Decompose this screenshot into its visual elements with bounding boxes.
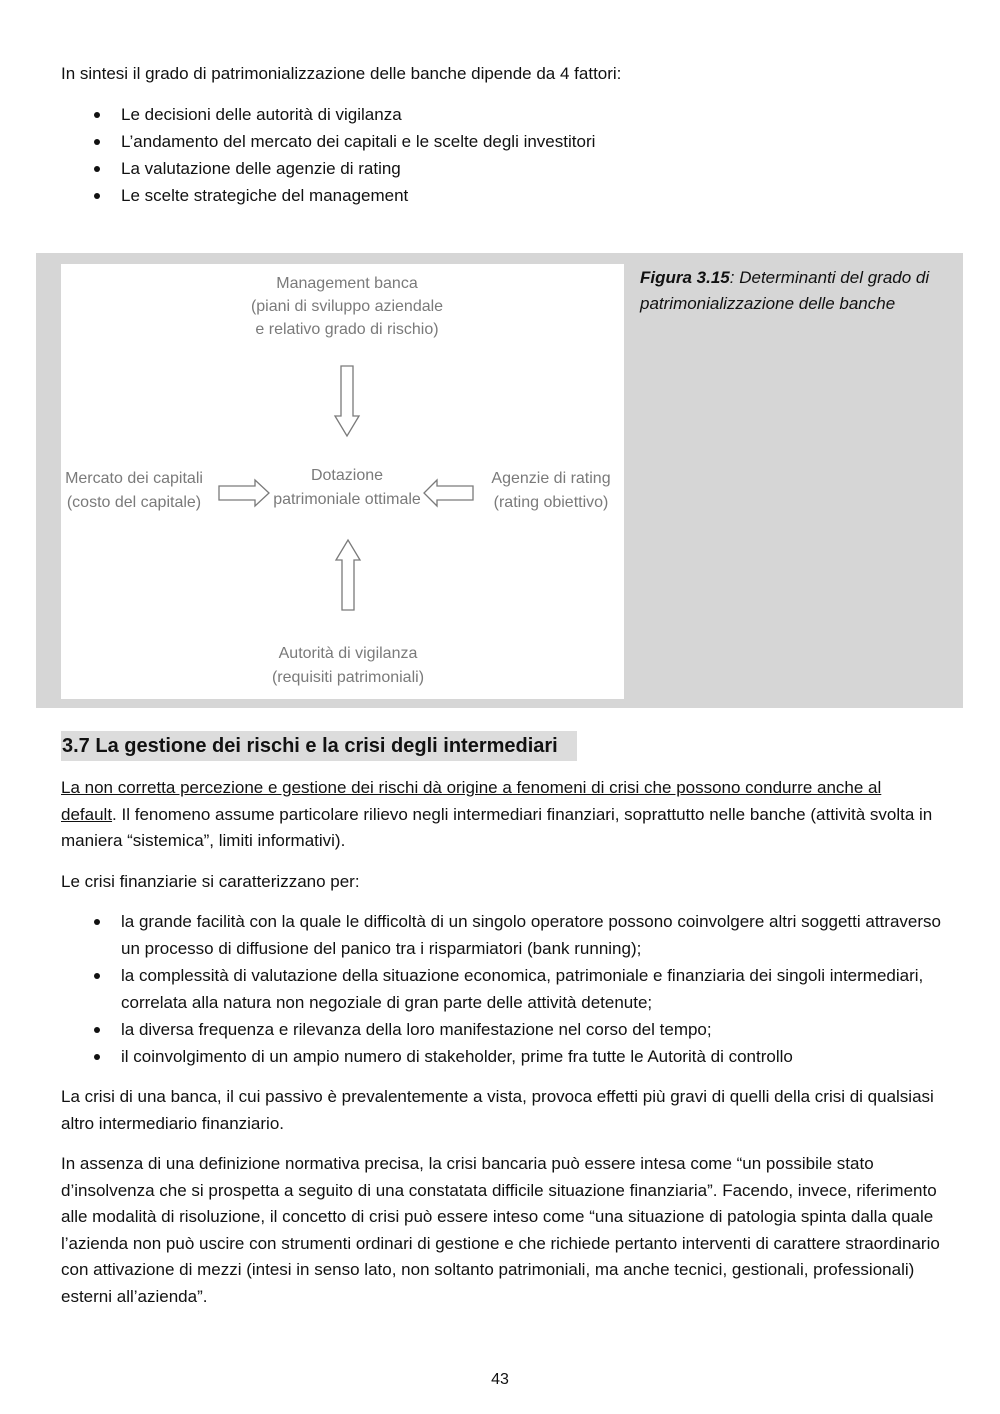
intro-paragraph: In sintesi il grado di patrimonializzazione delle banche dipende da 4 fattori: bbox=[61, 64, 622, 83]
arrow-left-icon bbox=[424, 480, 473, 506]
list-item: la complessità di valutazione della situazione economica, patrimoniale e finanziaria dei singoli intermediari, correlata alla natura non negoziale di gran parte delle attività detenute; bbox=[61, 962, 941, 1016]
top-node-line: (piani di sviluppo aziendale bbox=[250, 298, 444, 315]
diagram-svg bbox=[61, 264, 624, 699]
factors-list bbox=[61, 101, 941, 209]
arrow-down-icon bbox=[335, 366, 359, 436]
right-node-line: (rating obiettivo) bbox=[493, 494, 609, 511]
paragraph-crisis-intro bbox=[61, 775, 941, 855]
page-number: 43 bbox=[491, 1371, 509, 1388]
paragraph-text: . Il fenomeno assume particolare rilievo negli intermediari finanziari, soprattutto nelle banche (attività svolta in maniera “sistemica”, limiti informativi). bbox=[61, 804, 933, 850]
section-heading: 3.7 La gestione dei rischi e la crisi degli intermediari bbox=[61, 731, 577, 761]
bottom-node-line: Autorità di vigilanza bbox=[278, 645, 418, 662]
bottom-node-line: (requisiti patrimoniali) bbox=[271, 669, 425, 686]
paragraph-features-intro: Le crisi finanziarie si caratterizzano per: bbox=[61, 872, 360, 891]
right-node-line: Agenzie di rating bbox=[491, 470, 611, 487]
list-item: Le decisioni delle autorità di vigilanza bbox=[61, 101, 941, 128]
list-item: L’andamento del mercato dei capitali e le scelte degli investitori bbox=[61, 128, 941, 155]
center-node-line: patrimoniale ottimale bbox=[273, 491, 421, 508]
top-node-line: e relativo grado di rischio) bbox=[255, 321, 439, 338]
left-node-line: (costo del capitale) bbox=[66, 494, 202, 511]
underlined-text: La non corretta percezione e gestione dei rischi dà origine a fenomeni di crisi che possono condurre anche al default bbox=[61, 778, 882, 824]
left-node-line: Mercato dei capitali bbox=[65, 470, 203, 487]
arrow-right-icon bbox=[219, 480, 269, 506]
features-list bbox=[61, 908, 941, 1070]
list-item: Le scelte strategiche del management bbox=[61, 182, 941, 209]
figure-caption bbox=[640, 265, 955, 317]
arrow-up-icon bbox=[336, 540, 360, 610]
caption-label: Figura 3.15 bbox=[640, 268, 730, 287]
list-item: la grande facilità con la quale le difficoltà di un singolo operatore possono coinvolgere altri soggetti attraverso un processo di diffusione del panico tra i risparmiatori (bank running); bbox=[61, 908, 941, 962]
paragraph-definition: In assenza di una definizione normativa precisa, la crisi bancaria può essere intesa come “un possibile stato d’insolvenza che si prospetta a seguito di una constatata difficile situazione finanziaria”. Facendo, invece, riferimento alle modalità di risoluzione, il concetto di crisi può essere inteso come “una situazione di patologia spinta dalla quale l’azienda non può uscire con strumenti ordinari di gestione e che richiede pertanto interventi di carattere straordinario con attivazione di mezzi (intesi in senso lato, non soltanto patrimoniali, ma anche tecnici, gestionali, professionali) esterni all’azienda”. bbox=[61, 1154, 940, 1306]
list-item: La valutazione delle agenzie di rating bbox=[61, 155, 941, 182]
list-item: il coinvolgimento di un ampio numero di stakeholder, prime fra tutte le Autorità di controllo bbox=[61, 1043, 941, 1070]
caption-text: : Determinanti del grado di patrimonializzazione delle banche bbox=[640, 268, 930, 313]
figure-box bbox=[36, 253, 963, 708]
paragraph-bank-crisis: La crisi di una banca, il cui passivo è prevalentemente a vista, provoca effetti più gravi di quelli della crisi di qualsiasi altro intermediario finanziario. bbox=[61, 1087, 934, 1133]
top-node-line: Management banca bbox=[276, 275, 418, 292]
list-item: la diversa frequenza e rilevanza della loro manifestazione nel corso del tempo; bbox=[61, 1016, 941, 1043]
figure-diagram bbox=[61, 264, 624, 699]
center-node-line: Dotazione bbox=[310, 467, 384, 484]
